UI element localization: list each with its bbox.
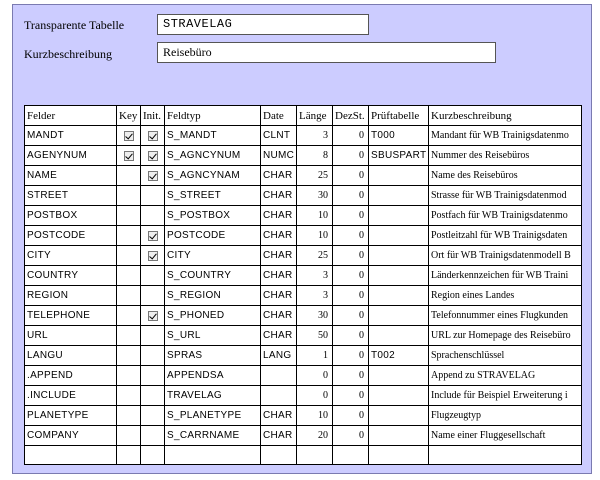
field-type-cell[interactable]: S_STREET bbox=[165, 186, 261, 206]
short-description-label: Kurzbeschreibung bbox=[24, 47, 112, 61]
field-type-cell[interactable]: S_AGNCYNAM bbox=[165, 166, 261, 186]
init-cell bbox=[141, 326, 165, 346]
description-cell[interactable]: Länderkennzeichen für WB Traini bbox=[429, 266, 582, 286]
field-name-cell[interactable]: POSTCODE bbox=[25, 226, 117, 246]
check-table-cell[interactable] bbox=[369, 426, 429, 446]
data-type-cell[interactable] bbox=[261, 386, 297, 406]
field-type-cell[interactable]: CITY bbox=[165, 246, 261, 266]
length-cell[interactable]: 25 bbox=[297, 246, 333, 266]
key-cell bbox=[117, 426, 141, 446]
data-type-cell[interactable]: CHAR bbox=[261, 226, 297, 246]
table-row[interactable] bbox=[25, 426, 582, 446]
init-checkbox[interactable] bbox=[148, 151, 158, 161]
description-cell[interactable]: Ort für WB Trainigsdatenmodell B bbox=[429, 246, 582, 266]
column-header: Prüftabelle bbox=[369, 106, 429, 126]
field-type-cell[interactable]: S_POSTBOX bbox=[165, 206, 261, 226]
key-cell bbox=[117, 346, 141, 366]
init-checkbox[interactable] bbox=[148, 251, 158, 261]
check-table-cell[interactable] bbox=[369, 166, 429, 186]
column-header: DezSt. bbox=[333, 106, 369, 126]
field-name-cell[interactable]: STREET bbox=[25, 186, 117, 206]
description-cell[interactable]: Strasse für WB Trainigsdatenmod bbox=[429, 186, 582, 206]
init-cell bbox=[141, 386, 165, 406]
table-header-row bbox=[25, 106, 582, 126]
init-cell bbox=[141, 366, 165, 386]
decimals-cell[interactable]: 0 bbox=[333, 166, 369, 186]
field-type-cell[interactable]: S_REGION bbox=[165, 286, 261, 306]
init-cell bbox=[141, 306, 165, 326]
length-cell[interactable]: 3 bbox=[297, 126, 333, 146]
column-header: Kurzbeschreibung bbox=[429, 106, 582, 126]
field-type-cell[interactable]: S_AGNCYNUM bbox=[165, 146, 261, 166]
table-row[interactable] bbox=[25, 286, 582, 306]
description-cell[interactable]: Mandant für WB Trainigsdatenmo bbox=[429, 126, 582, 146]
key-cell bbox=[117, 166, 141, 186]
length-cell[interactable]: 20 bbox=[297, 426, 333, 446]
table-row[interactable] bbox=[25, 246, 582, 266]
init-cell bbox=[141, 186, 165, 206]
field-name-cell[interactable]: NAME bbox=[25, 166, 117, 186]
check-table-cell[interactable] bbox=[369, 246, 429, 266]
init-cell bbox=[141, 426, 165, 446]
field-name-cell[interactable]: REGION bbox=[25, 286, 117, 306]
decimals-cell[interactable]: 0 bbox=[333, 286, 369, 306]
key-cell bbox=[117, 186, 141, 206]
length-cell[interactable]: 50 bbox=[297, 326, 333, 346]
decimals-cell[interactable]: 0 bbox=[333, 386, 369, 406]
length-cell[interactable]: 10 bbox=[297, 406, 333, 426]
field-type-cell[interactable]: APPENDSA bbox=[165, 366, 261, 386]
length-cell[interactable]: 10 bbox=[297, 206, 333, 226]
description-cell[interactable]: Telefonnummer eines Flugkunden bbox=[429, 306, 582, 326]
field-name-cell[interactable]: MANDT bbox=[25, 126, 117, 146]
empty-cell[interactable] bbox=[297, 446, 333, 465]
key-cell bbox=[117, 406, 141, 426]
table-name-label: Transparente Tabelle bbox=[24, 18, 125, 32]
key-cell bbox=[117, 146, 141, 166]
length-cell[interactable]: 8 bbox=[297, 146, 333, 166]
data-type-cell[interactable]: NUMC bbox=[261, 146, 297, 166]
check-table-cell[interactable] bbox=[369, 386, 429, 406]
check-table-cell[interactable] bbox=[369, 226, 429, 246]
field-name-cell[interactable]: .INCLUDE bbox=[25, 386, 117, 406]
decimals-cell[interactable]: 0 bbox=[333, 146, 369, 166]
data-type-cell[interactable]: CHAR bbox=[261, 286, 297, 306]
description-cell[interactable]: Sprachenschlüssel bbox=[429, 346, 582, 366]
table-row[interactable] bbox=[25, 306, 582, 326]
column-header: Feldtyp bbox=[165, 106, 261, 126]
init-cell bbox=[141, 266, 165, 286]
decimals-cell[interactable]: 0 bbox=[333, 126, 369, 146]
key-cell bbox=[117, 326, 141, 346]
decimals-cell[interactable]: 0 bbox=[333, 306, 369, 326]
table-row[interactable] bbox=[25, 126, 582, 146]
empty-cell[interactable] bbox=[165, 446, 261, 465]
init-cell bbox=[141, 126, 165, 146]
column-header: Date bbox=[261, 106, 297, 126]
check-table-cell[interactable] bbox=[369, 326, 429, 346]
data-type-cell[interactable]: CHAR bbox=[261, 306, 297, 326]
length-cell[interactable]: 1 bbox=[297, 346, 333, 366]
length-cell[interactable]: 30 bbox=[297, 186, 333, 206]
data-type-cell[interactable]: CHAR bbox=[261, 266, 297, 286]
description-cell[interactable]: Nummer des Reisebüros bbox=[429, 146, 582, 166]
empty-cell[interactable] bbox=[333, 446, 369, 465]
key-cell bbox=[117, 266, 141, 286]
column-header: Key bbox=[117, 106, 141, 126]
key-checkbox[interactable] bbox=[124, 151, 134, 161]
key-cell bbox=[117, 126, 141, 146]
table-row[interactable] bbox=[25, 146, 582, 166]
description-cell[interactable]: Postleitzahl für WB Trainigsdaten bbox=[429, 226, 582, 246]
init-cell bbox=[141, 346, 165, 366]
data-type-cell[interactable]: CHAR bbox=[261, 326, 297, 346]
init-checkbox[interactable] bbox=[148, 311, 158, 321]
field-type-cell[interactable]: S_COUNTRY bbox=[165, 266, 261, 286]
data-type-cell[interactable]: LANG bbox=[261, 346, 297, 366]
init-cell bbox=[141, 166, 165, 186]
data-type-cell[interactable]: CHAR bbox=[261, 166, 297, 186]
empty-row[interactable] bbox=[25, 446, 582, 465]
length-cell[interactable]: 3 bbox=[297, 286, 333, 306]
check-table-cell[interactable] bbox=[369, 266, 429, 286]
key-cell bbox=[117, 246, 141, 266]
decimals-cell[interactable]: 0 bbox=[333, 406, 369, 426]
init-cell bbox=[141, 206, 165, 226]
check-table-cell[interactable]: T002 bbox=[369, 346, 429, 366]
empty-cell[interactable] bbox=[369, 446, 429, 465]
description-cell[interactable]: Flugzeugtyp bbox=[429, 406, 582, 426]
decimals-cell[interactable]: 0 bbox=[333, 226, 369, 246]
key-cell bbox=[117, 306, 141, 326]
length-cell[interactable]: 10 bbox=[297, 226, 333, 246]
init-cell bbox=[141, 246, 165, 266]
field-name-cell[interactable]: .APPEND bbox=[25, 366, 117, 386]
description-cell[interactable]: URL zur Homepage des Reisebüro bbox=[429, 326, 582, 346]
check-table-cell[interactable] bbox=[369, 406, 429, 426]
column-header: Init. bbox=[141, 106, 165, 126]
decimals-cell[interactable]: 0 bbox=[333, 346, 369, 366]
field-name-cell[interactable]: URL bbox=[25, 326, 117, 346]
empty-cell[interactable] bbox=[25, 446, 117, 465]
key-cell bbox=[117, 386, 141, 406]
decimals-cell[interactable]: 0 bbox=[333, 186, 369, 206]
empty-cell[interactable] bbox=[117, 446, 141, 465]
field-type-cell[interactable]: POSTCODE bbox=[165, 226, 261, 246]
data-type-cell[interactable]: CHAR bbox=[261, 406, 297, 426]
table-row[interactable] bbox=[25, 226, 582, 246]
field-name-cell[interactable]: AGENYNUM bbox=[25, 146, 117, 166]
decimals-cell[interactable]: 0 bbox=[333, 326, 369, 346]
data-type-cell[interactable]: CHAR bbox=[261, 186, 297, 206]
check-table-cell[interactable]: SBUSPART bbox=[369, 146, 429, 166]
check-table-cell[interactable] bbox=[369, 366, 429, 386]
table-row[interactable] bbox=[25, 386, 582, 406]
key-cell bbox=[117, 286, 141, 306]
empty-cell[interactable] bbox=[429, 446, 582, 465]
field-type-cell[interactable]: S_MANDT bbox=[165, 126, 261, 146]
field-name-cell[interactable]: CITY bbox=[25, 246, 117, 266]
field-name-cell[interactable]: POSTBOX bbox=[25, 206, 117, 226]
field-name-cell[interactable]: LANGU bbox=[25, 346, 117, 366]
short-description-field[interactable]: Reisebüro bbox=[157, 42, 496, 63]
table-row[interactable] bbox=[25, 406, 582, 426]
init-checkbox[interactable] bbox=[148, 131, 158, 141]
key-checkbox[interactable] bbox=[124, 131, 134, 141]
table-row[interactable] bbox=[25, 346, 582, 366]
length-cell[interactable]: 25 bbox=[297, 166, 333, 186]
init-checkbox[interactable] bbox=[148, 231, 158, 241]
description-cell[interactable]: Name einer Fluggesellschaft bbox=[429, 426, 582, 446]
column-header: Felder bbox=[25, 106, 117, 126]
decimals-cell[interactable]: 0 bbox=[333, 206, 369, 226]
empty-cell[interactable] bbox=[141, 446, 165, 465]
field-type-cell[interactable]: S_PLANETYPE bbox=[165, 406, 261, 426]
check-table-cell[interactable] bbox=[369, 306, 429, 326]
field-type-cell[interactable]: SPRAS bbox=[165, 346, 261, 366]
table-row[interactable] bbox=[25, 166, 582, 186]
length-cell[interactable]: 30 bbox=[297, 306, 333, 326]
decimals-cell[interactable]: 0 bbox=[333, 246, 369, 266]
description-cell[interactable]: Postfach für WB Trainigsdatenmo bbox=[429, 206, 582, 226]
decimals-cell[interactable]: 0 bbox=[333, 366, 369, 386]
field-name-cell[interactable]: PLANETYPE bbox=[25, 406, 117, 426]
description-cell[interactable]: Include für Beispiel Erweiterung i bbox=[429, 386, 582, 406]
check-table-cell[interactable] bbox=[369, 206, 429, 226]
field-type-cell[interactable]: S_CARRNAME bbox=[165, 426, 261, 446]
description-cell[interactable]: Append zu STRAVELAG bbox=[429, 366, 582, 386]
length-cell[interactable]: 3 bbox=[297, 266, 333, 286]
check-table-cell[interactable]: T000 bbox=[369, 126, 429, 146]
init-cell bbox=[141, 406, 165, 426]
decimals-cell[interactable]: 0 bbox=[333, 266, 369, 286]
table-row[interactable] bbox=[25, 326, 582, 346]
description-cell[interactable]: Name des Reisebüros bbox=[429, 166, 582, 186]
length-cell[interactable]: 0 bbox=[297, 366, 333, 386]
field-type-cell[interactable]: TRAVELAG bbox=[165, 386, 261, 406]
key-cell bbox=[117, 226, 141, 246]
check-table-cell[interactable] bbox=[369, 286, 429, 306]
fields-table bbox=[24, 105, 582, 465]
decimals-cell[interactable]: 0 bbox=[333, 426, 369, 446]
data-type-cell[interactable]: CLNT bbox=[261, 126, 297, 146]
init-cell bbox=[141, 146, 165, 166]
field-type-cell[interactable]: S_PHONED bbox=[165, 306, 261, 326]
table-row[interactable] bbox=[25, 206, 582, 226]
table-name-field[interactable]: STRAVELAG bbox=[157, 14, 369, 35]
data-type-cell[interactable] bbox=[261, 366, 297, 386]
table-row[interactable] bbox=[25, 186, 582, 206]
data-type-cell[interactable]: CHAR bbox=[261, 246, 297, 266]
check-table-cell[interactable] bbox=[369, 186, 429, 206]
init-cell bbox=[141, 286, 165, 306]
data-type-cell[interactable]: CHAR bbox=[261, 426, 297, 446]
field-type-cell[interactable]: S_URL bbox=[165, 326, 261, 346]
field-name-cell[interactable]: COMPANY bbox=[25, 426, 117, 446]
key-cell bbox=[117, 366, 141, 386]
key-cell bbox=[117, 206, 141, 226]
description-cell[interactable]: Region eines Landes bbox=[429, 286, 582, 306]
table-row[interactable] bbox=[25, 366, 582, 386]
init-cell bbox=[141, 226, 165, 246]
data-type-cell[interactable]: CHAR bbox=[261, 206, 297, 226]
init-checkbox[interactable] bbox=[148, 171, 158, 181]
field-name-cell[interactable]: COUNTRY bbox=[25, 266, 117, 286]
empty-cell[interactable] bbox=[261, 446, 297, 465]
length-cell[interactable]: 0 bbox=[297, 386, 333, 406]
column-header: Länge bbox=[297, 106, 333, 126]
field-name-cell[interactable]: TELEPHONE bbox=[25, 306, 117, 326]
table-row[interactable] bbox=[25, 266, 582, 286]
